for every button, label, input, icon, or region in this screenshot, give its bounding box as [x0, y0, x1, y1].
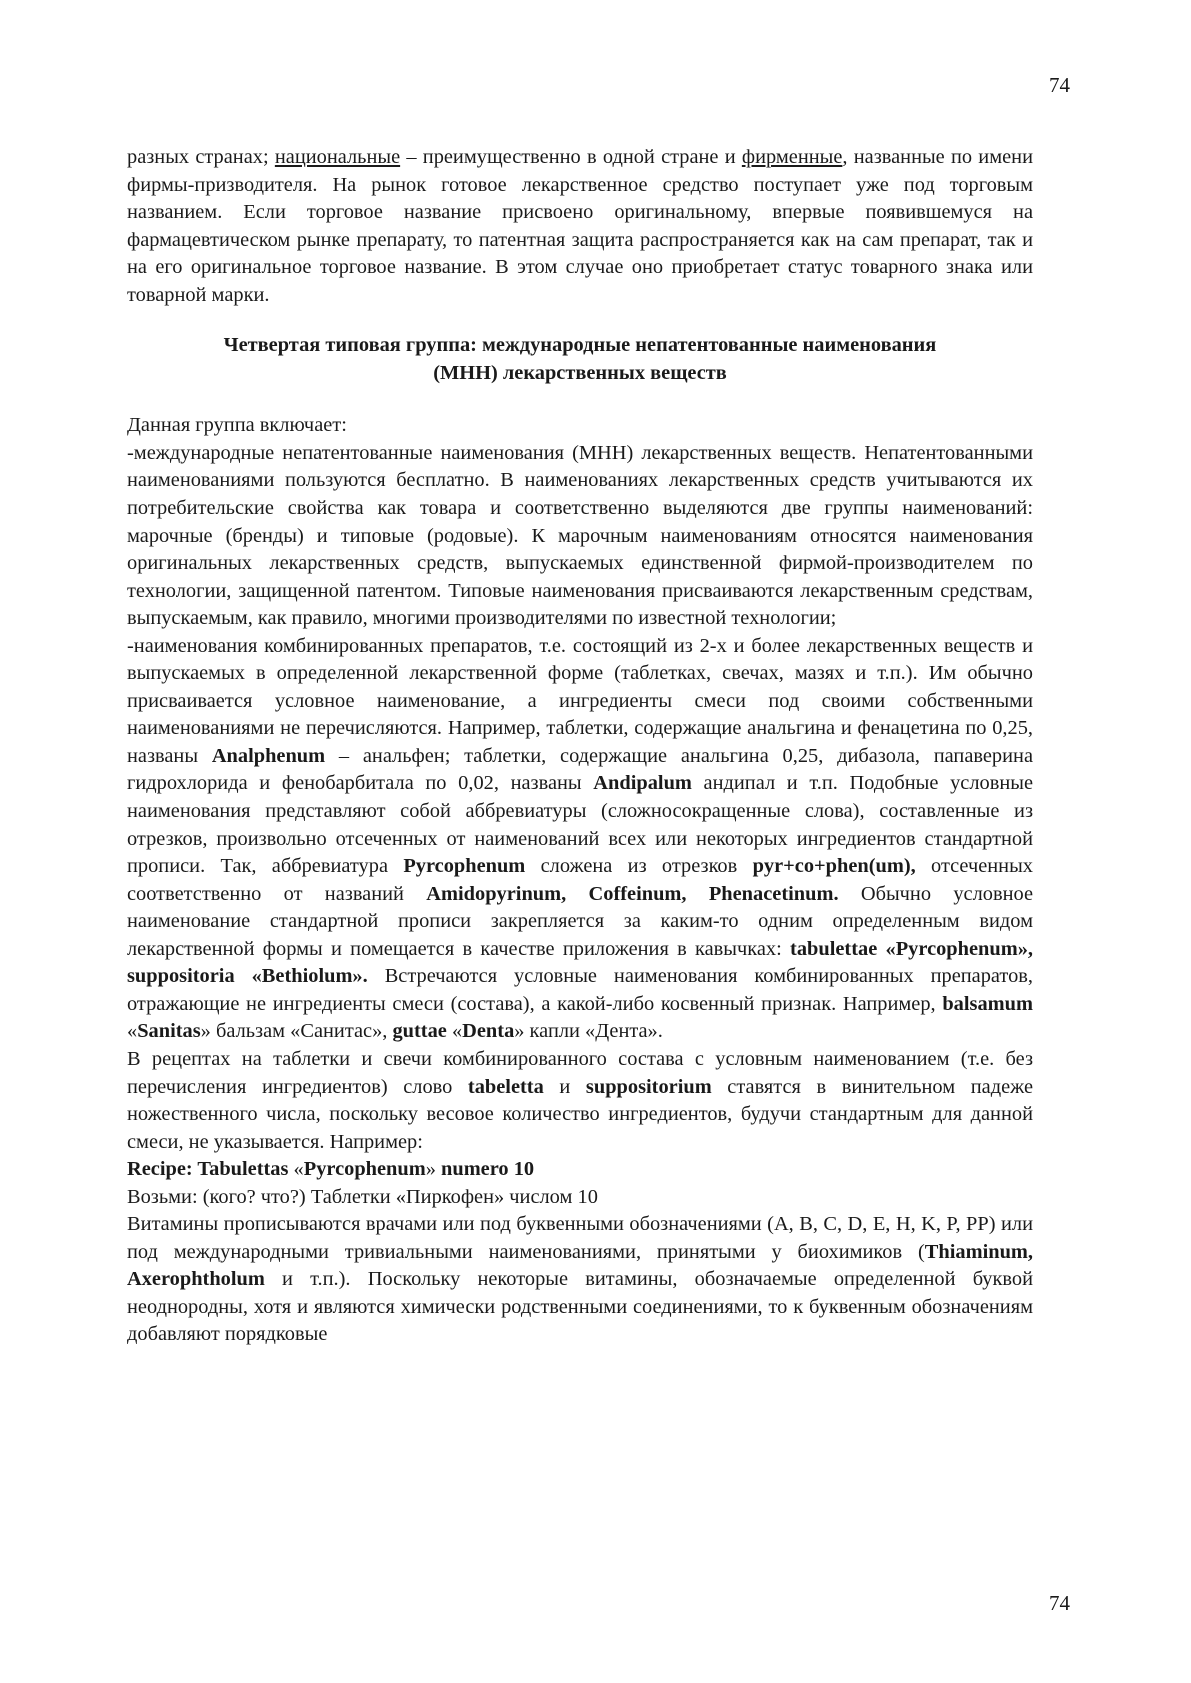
recipes-paragraph: [127, 1046, 1033, 1156]
latin-term: tabulettae «Pyrcophenum», suppositoria «Bethiolum».: [127, 937, 1033, 988]
page-content: [127, 144, 1033, 1349]
latin-term: Thiaminum, Axerophtholum: [127, 1240, 1033, 1291]
text: В рецептах на таблетки и свечи комбинированного состава с условным наименованием (т.е. без перечисления ингредиентов) слово: [127, 1047, 1033, 1098]
quote-open: «: [293, 1158, 304, 1181]
group-includes: Данная группа включает:: [127, 414, 347, 437]
text: ставятся в винительном падеже ножественного числа, поскольку весовое количество ингредиентов, будучи стандартным для данной смеси, не указывается. Например:: [127, 1075, 1033, 1153]
latin-term: Sanitas: [137, 1020, 201, 1043]
text: » капли «Дента».: [514, 1020, 663, 1043]
text: » бальзам «Санитас»,: [200, 1020, 393, 1043]
latin-term: tabeletta: [467, 1075, 544, 1098]
text: Встречаются условные наименования комбинированных препаратов, отражающие не ингредиенты смеси (состава), а какой-либо косвенный признак. Например,: [127, 965, 1033, 1015]
text: и т.п.). Поскольку некоторые витамины, обозначаемые определенной буквой неоднородны, хотя и являются химически родственными соединениями, то к буквенным обозначениям добавляют порядковые: [127, 1268, 1033, 1346]
page-number-top: 74: [1049, 73, 1070, 97]
text: «: [446, 1020, 463, 1043]
latin-term: suppositorium: [585, 1075, 712, 1098]
intro-text-2: – преимущественно в одной стране и: [400, 146, 742, 168]
intro-text-1: разных странах;: [127, 146, 275, 168]
latin-term: Analphenum: [211, 744, 326, 767]
text: Обычно условное наименование стандартной прописи закрепляется за каким-то одним определенным видом лекарственной формы и помещается в качестве приложения в кавычках:: [127, 882, 1033, 960]
quote-close: »: [425, 1158, 436, 1181]
recipe-text: Recipe: Tabulettas: [127, 1158, 294, 1181]
text: – анальфен; таблетки, содержащие анальгина 0,25, дибазола, папаверина гидрохлорида и фенобарбитала по 0,02, названы: [127, 744, 1034, 795]
item-inn-paragraph: -международные непатентованные наименования (МНН) лекарственных веществ. Непатентованными наименованиями пользуются бесплатно. В наименованиях лекарственных средств учитываются их потребительские свойства как товара и соответственно выделяются две группы наименований: марочные (бренды) и типовые (родовые). К марочным наименованиям относятся наименования оригинальных лекарственных средств, выпускаемых единственной фирмой-производителем по технологии, защищенной патентом. Типовые наименования присваиваются лекарственным средствам, выпускаемым, как правило, многими производителями по известной технологии;: [127, 441, 1033, 630]
recipe-number: numero 10: [435, 1158, 535, 1181]
intro-text-3: , названные по имени фирмы-призводителя. На рынок готовое лекарственное средство поступает уже под торговым названием. Если торговое название присвоено оригинальному, впервые появившемуся на фармацевтическом рынке препарату, то патентная защита распространяется как на сам препарат, так и на его оригинальное торговое название. В этом случае оно приобретает статус товарного знака или товарной марки.: [127, 146, 1033, 306]
term-brand: фирменные: [741, 146, 843, 168]
text: отсеченных соответственно от названий: [127, 855, 1033, 905]
latin-term: pyr+co+phen(um),: [752, 855, 916, 878]
text: Витамины прописываются врачами или под буквенными обозначениями (A, B, C, D, E, H, K, P, PP) или под международными тривиальными наименованиями, принятыми у биохимиков (: [127, 1213, 1033, 1263]
heading-line-1: Четвертая типовая группа: международные непатентованные наименования: [223, 334, 937, 357]
item-combined-paragraph: [127, 633, 1033, 1046]
heading-line-2: (МНН) лекарственных веществ: [433, 361, 727, 384]
latin-term: Andipalum: [593, 772, 692, 795]
recipe-name: Pyrcophenum: [303, 1158, 426, 1181]
latin-term: Pyrcophenum: [403, 855, 526, 878]
intro-paragraph: [127, 144, 1033, 309]
text: -наименования комбинированных препаратов, т.е. состоящий из 2-х и более лекарственных веществ и выпускаемых в определенной лекарственной форме (таблетках, свечах, мазях и т.п.). Им обычно присваивается условное наименование, а ингредиенты смеси под своими собственными наименованиями не перечисляются. Например, таблетки, содержащие анальгина и фенацетина по 0,25, названы: [127, 634, 1033, 767]
text: андипал и т.п. Подобные условные наименования представляют собой аббревиатуры (сложносокращенные слова), составленные из отрезков, произвольно отсеченных от наименований всех или некоторых ингредиентов стандартной прописи. Так, аббревиатура: [127, 772, 1033, 878]
text: сложена из отрезков: [525, 855, 753, 878]
recipe-translation: Возьми: (кого? что?) Таблетки «Пиркофен» числом 10: [127, 1185, 598, 1208]
vitamins-paragraph: [127, 1211, 1033, 1349]
recipe-example: [127, 1156, 1033, 1184]
latin-term: guttae: [392, 1020, 447, 1043]
latin-term: Denta: [462, 1020, 515, 1043]
latin-term: Amidopyrinum, Coffeinum, Phenacetinum.: [426, 882, 839, 905]
text: «: [127, 1020, 138, 1043]
section-heading: [127, 332, 1033, 387]
term-national: национальные: [274, 146, 401, 168]
text: и: [543, 1075, 586, 1098]
latin-term: balsamum: [942, 992, 1033, 1015]
page-number-bottom: 74: [1049, 1591, 1070, 1615]
